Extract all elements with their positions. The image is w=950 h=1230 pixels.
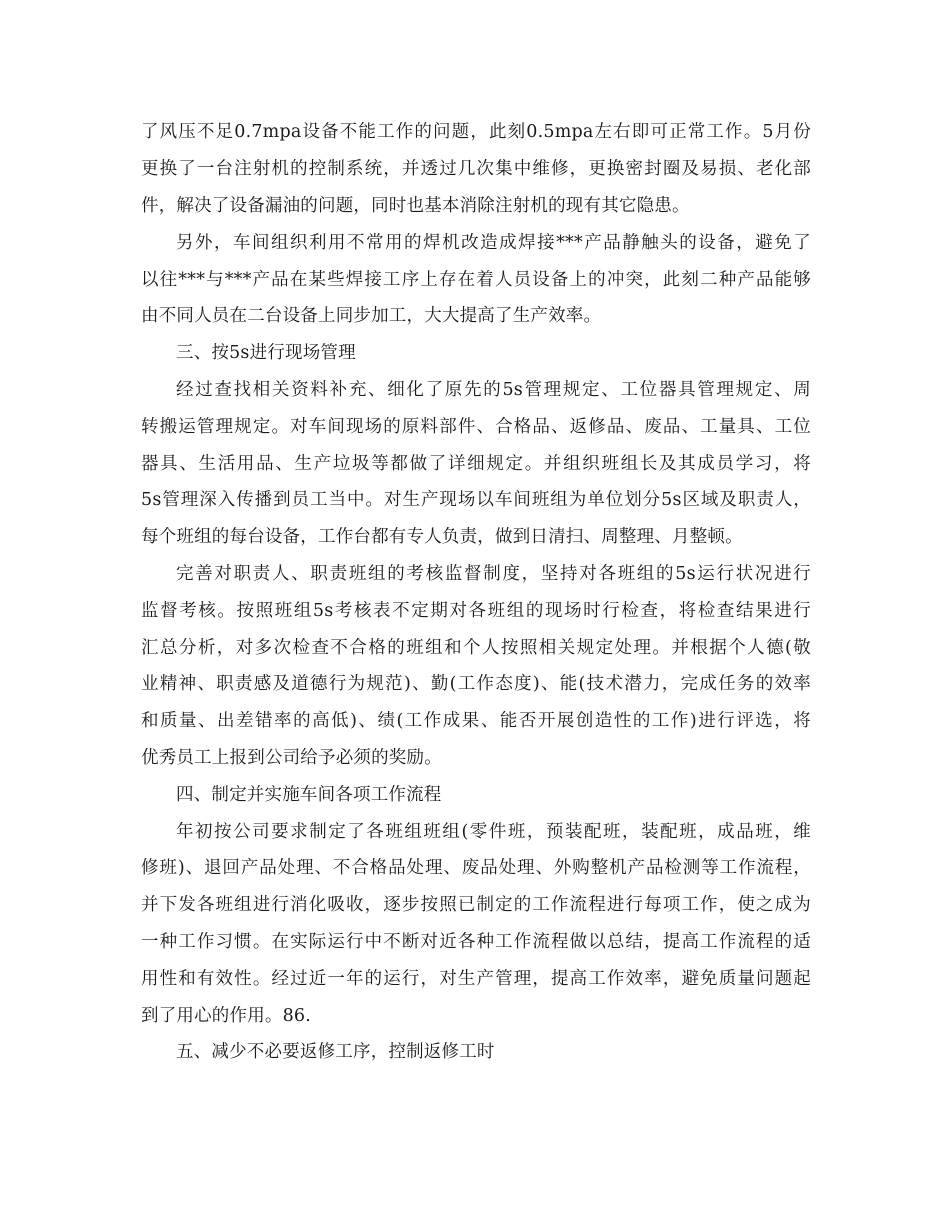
text-line: 和质量、出差错率的高低)、绩(工作成果、能否开展创造性的工作)进行评选，将 [141, 711, 811, 731]
text-line: 优秀员工上报到公司给予必须的奖励。 [141, 748, 442, 768]
paragraph-first-line: 另外，车间组织利用不常用的焊机改造成焊接***产品静触头的设备，避免了 [176, 233, 811, 253]
paragraph-first-line: 完善对职责人、职责班组的考核监督制度，坚持对各班组的5s运行状况进行 [176, 564, 811, 584]
text-line: 5s管理深入传播到员工当中。对生产现场以车间班组为单位划分5s区域及职责人， [141, 490, 811, 510]
text-line: 修班)、退回产品处理、不合格品处理、废品处理、外购整机产品检测等工作流程， [141, 858, 811, 878]
text-line: 件，解决了设备漏油的问题，同时也基本消除注射机的现有其它隐患。 [141, 196, 690, 216]
text-line: 汇总分析，对多次检查不合格的班组和个人按照相关规定处理。并根据个人德(敬 [141, 638, 811, 658]
text-line: 到了用心的作用。86. [141, 1006, 312, 1026]
paragraph-first-line: 年初按公司要求制定了各班组班组(零件班，预装配班，装配班，成品班，维 [176, 822, 811, 842]
section-heading: 四、制定并实施车间各项工作流程 [176, 785, 442, 805]
text-line: 更换了一台注射机的控制系统，并透过几次集中维修，更换密封圈及易损、老化部 [141, 159, 811, 179]
text-line: 每个班组的每台设备，工作台都有专人负责，做到日清扫、周整理、月整顿。 [141, 527, 743, 547]
text-line: 以往***与***产品在某些焊接工序上存在着人员设备上的冲突，此刻二种产品能够 [141, 270, 811, 290]
text-line: 业精神、职责感及道德行为规范)、勤(工作态度)、能(技术潜力，完成任务的效率 [141, 674, 811, 694]
text-line: 由不同人员在二台设备上同步加工，大大提高了生产效率。 [141, 306, 602, 326]
text-line: 一种工作习惯。在实际运行中不断对近各种工作流程做以总结，提高工作流程的适 [141, 932, 811, 952]
text-line: 器具、生活用品、生产垃圾等都做了详细规定。并组织班组长及其成员学习，将 [141, 454, 811, 474]
text-line: 转搬运管理规定。对车间现场的原料部件、合格品、返修品、废品、工量具、工位 [141, 417, 811, 437]
text-line: 了风压不足0.7mpa设备不能工作的问题，此刻0.5mpa左右即可正常工作。5月份 [141, 122, 811, 142]
section-heading: 五、减少不必要返修工序，控制返修工时 [176, 1042, 495, 1062]
text-line: 用性和有效性。经过近一年的运行，对生产管理，提高工作效率，避免质量问题起 [141, 969, 811, 989]
text-line: 并下发各班组进行消化吸收，逐步按照已制定的工作流程进行每项工作，使之成为 [141, 895, 811, 915]
paragraph-first-line: 经过查找相关资料补充、细化了原先的5s管理规定、工位器具管理规定、周 [176, 380, 811, 400]
section-heading: 三、按5s进行现场管理 [176, 343, 356, 363]
text-line: 监督考核。按照班组5s考核表不定期对各班组的现场时行检查，将检查结果进行 [141, 601, 811, 621]
